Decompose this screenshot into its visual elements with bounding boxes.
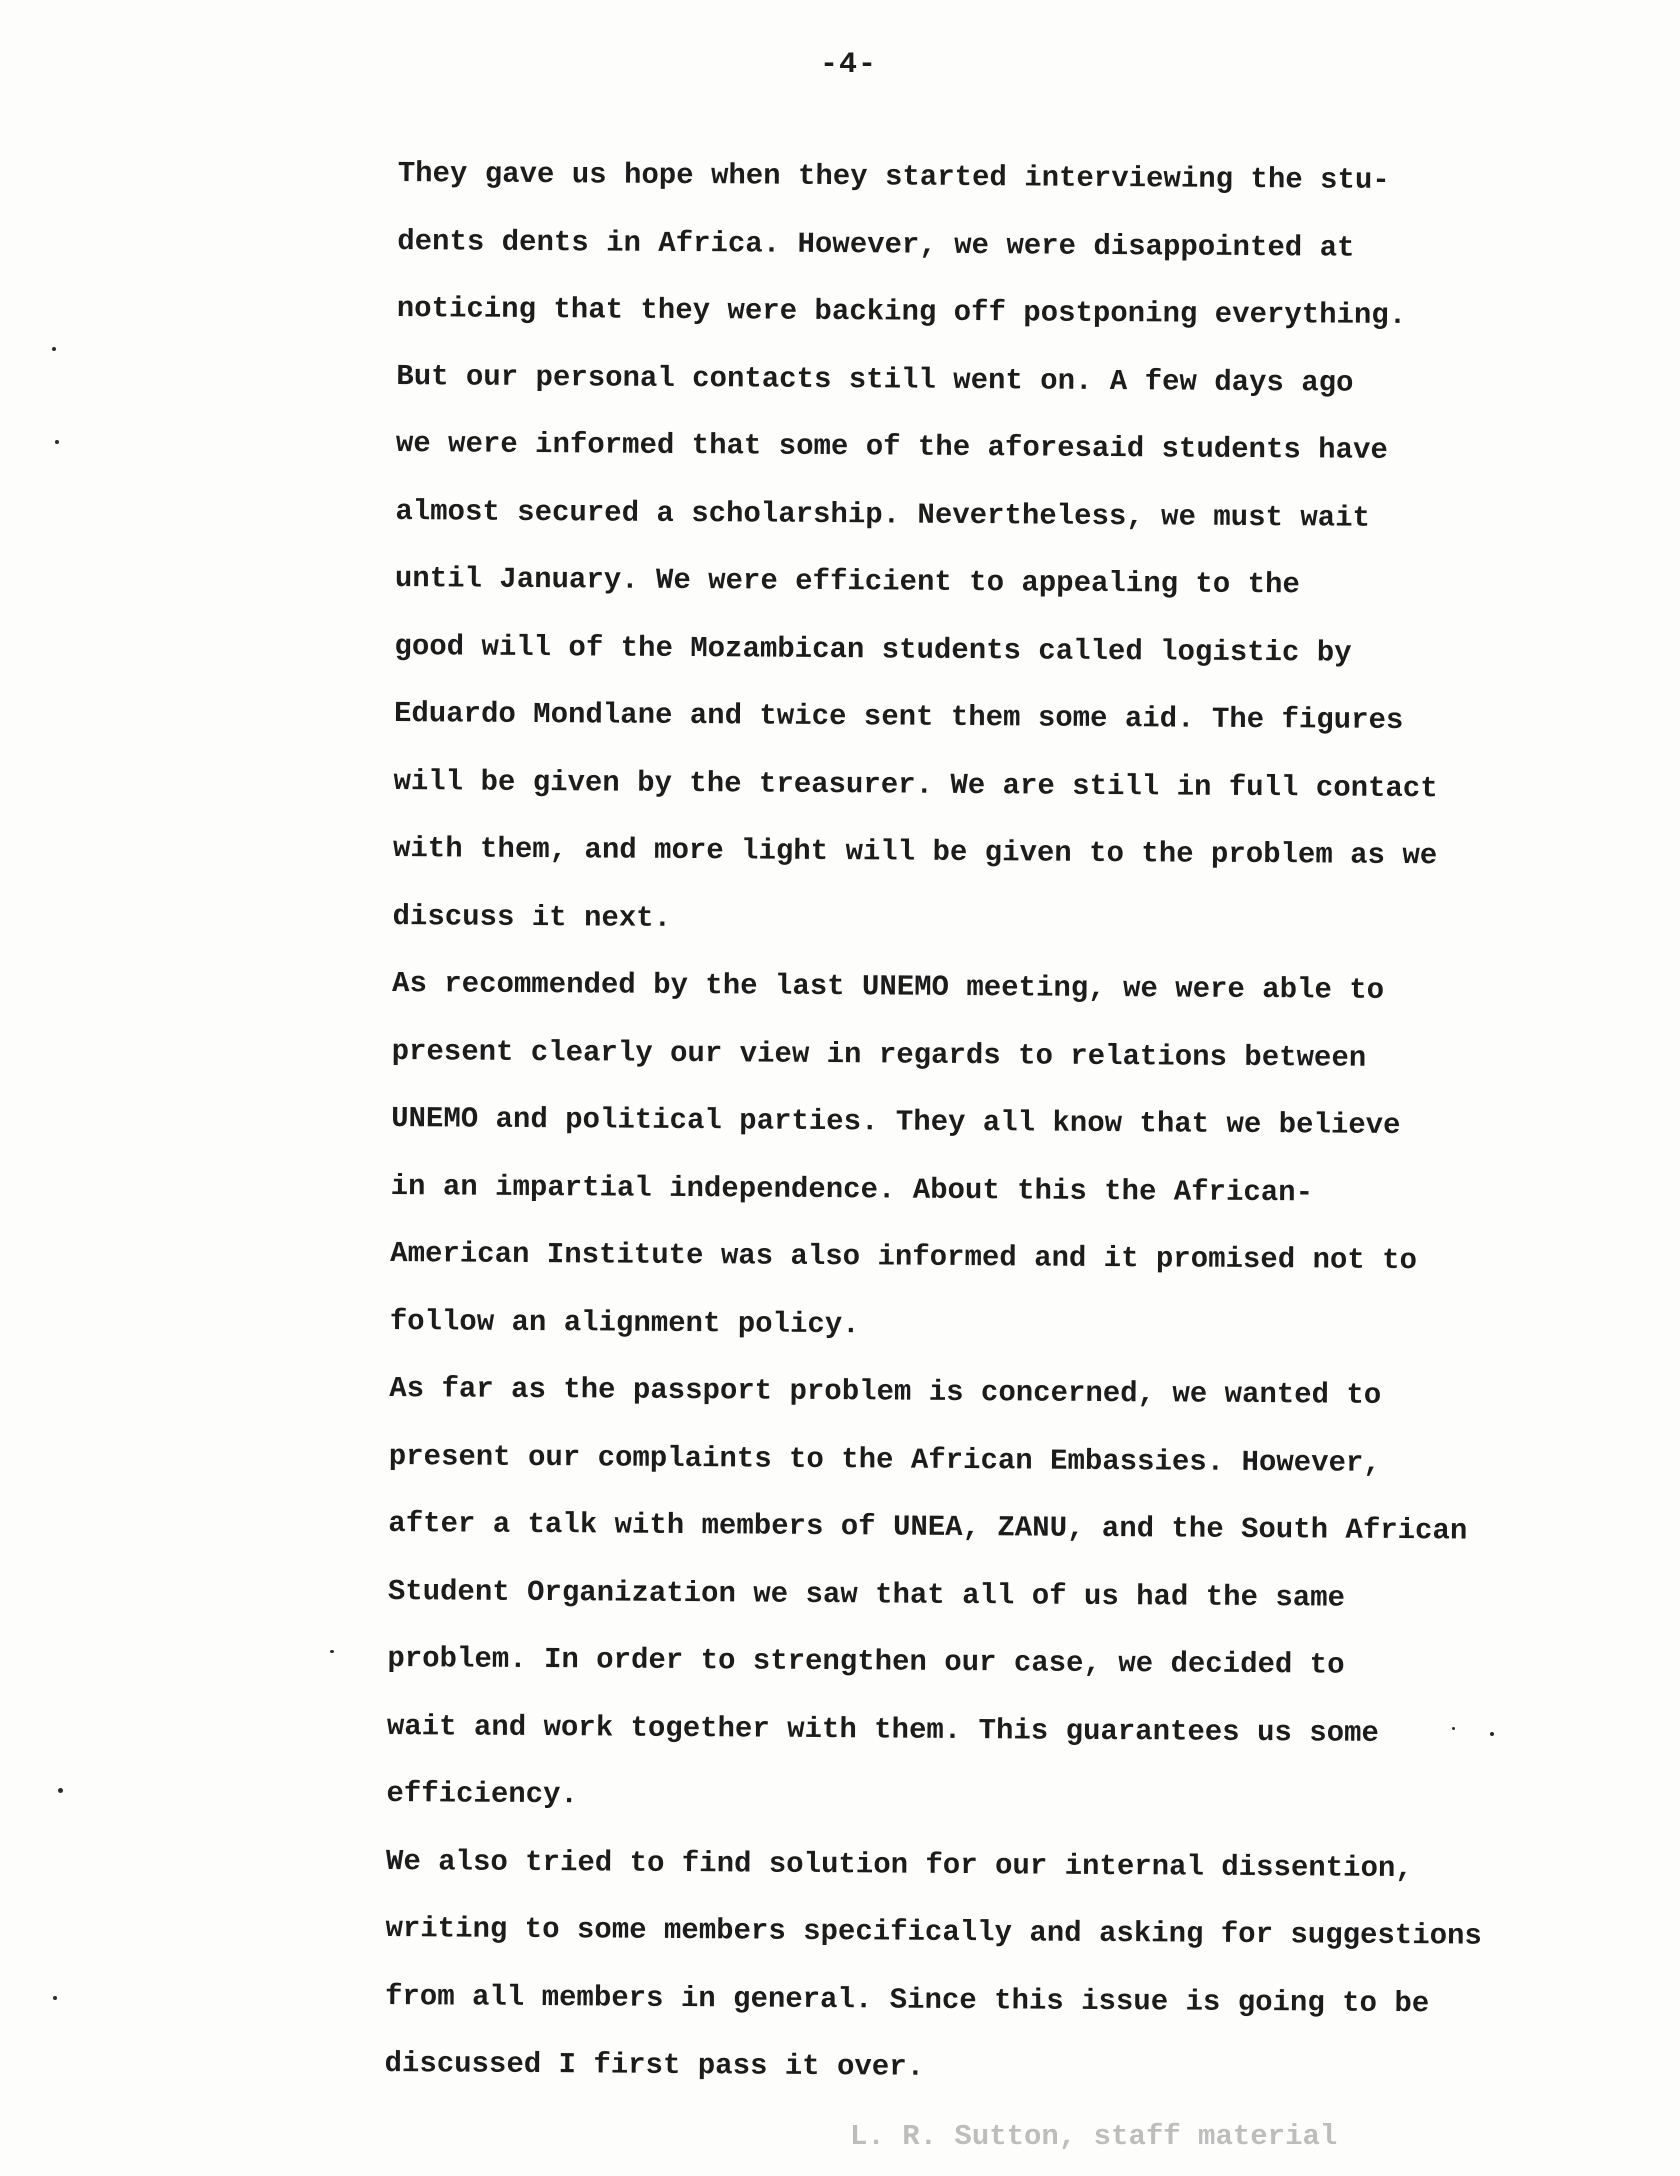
text-line: present our complaints to the African Embassies. However,: [388, 1439, 1381, 1480]
text-line: Student Organization we saw that all of us had the same: [387, 1574, 1346, 1615]
scan-speck: [52, 347, 56, 351]
text-line: But our personal contacts still went on. A few days ago: [396, 359, 1354, 400]
text-line: As far as the passport problem is concerned, we wanted to: [389, 1371, 1382, 1412]
scan-speck: [330, 1650, 334, 1653]
text-line: problem. In order to strengthen our case, we decided to: [387, 1641, 1345, 1682]
text-line: almost secured a scholarship. Nevertheless, we must wait: [395, 494, 1371, 535]
text-line: from all members in general. Since this issue is going to be: [384, 1979, 1430, 2020]
text-line: until January. We were efficient to appealing to the: [394, 561, 1300, 602]
text-line: We also tried to find solution for our internal dissention,: [385, 1844, 1413, 1885]
text-line: with them, and more light will be given to the problem as we: [392, 831, 1438, 873]
text-line: in an impartial independence. About this the African-: [390, 1169, 1314, 1209]
text-line: writing to some members specifically and asking for suggestions: [385, 1911, 1482, 1953]
text-line: wait and work together with them. This guarantees us some: [386, 1709, 1379, 1750]
bleed-through-text: L. R. Sutton, staff material: [850, 2120, 1338, 2153]
text-line: dents dents in Africa. However, we were disappointed at: [397, 224, 1355, 265]
text-line: follow an alignment policy.: [389, 1304, 860, 1341]
text-line: after a talk with members of UNEA, ZANU, and the South African: [388, 1506, 1468, 1548]
page-number: -4-: [820, 48, 878, 82]
text-line: noticing that they were backing off postponing everything.: [396, 291, 1407, 333]
body-text: [384, 140, 1482, 2105]
text-line: will be given by the treasurer. We are still in full contact: [393, 764, 1438, 805]
text-line: good will of the Mozambican students called logistic by: [394, 629, 1352, 670]
scan-speck: [1490, 1732, 1494, 1736]
text-line: They gave us hope when they started interviewing the stu-: [397, 156, 1390, 197]
text-line: we were informed that some of the aforesaid students have: [395, 426, 1388, 467]
text-line: American Institute was also informed and it promised not to: [390, 1236, 1418, 1278]
scan-speck: [1452, 1727, 1455, 1730]
text-line: discussed I first pass it over.: [384, 2046, 925, 2084]
scan-speck: [58, 1788, 63, 1793]
text-line: Eduardo Mondlane and twice sent them some aid. The figures: [393, 696, 1404, 738]
text-line: present clearly our view in regards to relations between: [391, 1034, 1367, 1075]
text-line: efficiency.: [386, 1776, 579, 1812]
text-line: UNEMO and political parties. They all know that we believe: [391, 1101, 1401, 1143]
text-line: discuss it next.: [392, 899, 672, 935]
text-line: As recommended by the last UNEMO meeting, we were able to: [391, 966, 1385, 1007]
scan-speck: [53, 1996, 57, 2000]
scan-speck: [55, 440, 59, 444]
